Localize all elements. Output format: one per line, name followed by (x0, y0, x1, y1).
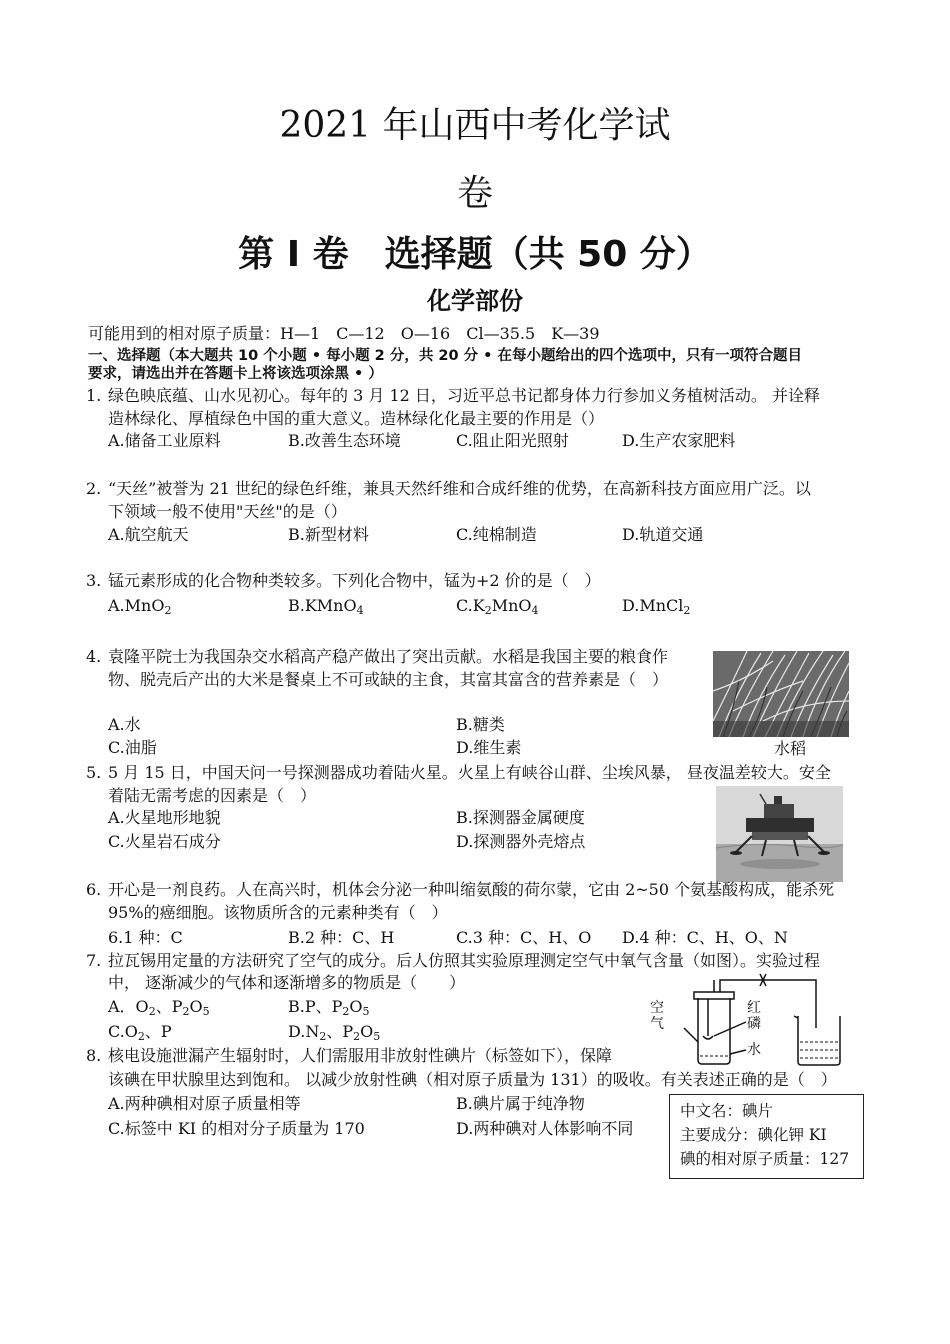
option-c[interactable]: C.3 种：C、H、O (456, 928, 592, 947)
question-number: 4. (86, 647, 102, 666)
label-atomic-mass: 碘的相对原子质量：127 (680, 1150, 850, 1168)
option-d[interactable]: D.维生素 (456, 738, 522, 757)
question-text: 绿色映底蕴、山水见初心。每年的 3 月 12 日，习近平总书记都身体力行参加义务植树活动。 并诠释 (108, 386, 820, 405)
option-b[interactable]: B.探测器金属硬度 (456, 808, 585, 827)
question-text: 拉瓦锡用定量的方法研究了空气的成分。后人仿照其实验原理测定空气中氧气含量（如图）。实验过程 (108, 951, 821, 970)
option-c[interactable]: C.油脂 (108, 738, 157, 757)
question-text: 核电设施泄漏产生辐射时，人们需服用非放射性碘片（标签如下），保障 (108, 1046, 613, 1065)
question-text: 该碘在甲状腺里达到饱和。 以减少放射性碘（相对原子质量为 131）的吸收。有关表述正确的是（ ） (108, 1070, 837, 1089)
option-a[interactable]: A.两种碘相对原子质量相等 (108, 1094, 301, 1113)
option-a[interactable]: A.航空航天 (108, 525, 189, 544)
rice-photo (713, 651, 849, 737)
option-c[interactable]: C.标签中 KI 的相对分子质量为 170 (108, 1119, 365, 1138)
option-a[interactable]: A.储备工业原料 (108, 431, 221, 450)
option-b[interactable]: B.2 种：C、H (288, 928, 395, 947)
option-b[interactable]: B.碘片属于纯净物 (456, 1094, 585, 1113)
option-c[interactable]: C.火星岩石成分 (108, 832, 221, 851)
option-b[interactable]: B.新型材料 (288, 525, 369, 544)
option-d[interactable]: D.MnCl$_2$ (622, 596, 691, 617)
mars-lander-photo (716, 786, 843, 882)
question-number: 3. (86, 571, 102, 590)
option-c[interactable]: C.阻止阳光照射 (456, 431, 569, 450)
option-a[interactable]: A.MnO$_2$ (108, 596, 172, 617)
option-d[interactable]: D.4 种：C、H、O、N (622, 928, 788, 947)
question-text: 物、脱壳后产出的大米是餐桌上不可或缺的主食，其富其富含的营养素是（ ） (108, 670, 669, 689)
subject-title: 化学部份 (427, 287, 523, 315)
option-b[interactable]: B.P、$P_2O_5$ (288, 997, 370, 1018)
section-title: 第 I 卷 选择题（共 50 分） (238, 234, 712, 275)
option-b[interactable]: B.糖类 (456, 715, 505, 734)
rice-photo-caption: 水稻 (773, 739, 806, 758)
question-text: 袁隆平院士为我国杂交水稻高产稳产做出了突出贡献。水稻是我国主要的粮食作 (108, 647, 669, 666)
atomic-masses: 可能用到的相对原子质量：H—1 C—12 O—16 Cl—35.5 K—39 (88, 324, 600, 343)
diagram-label-water: 水 (747, 1042, 761, 1058)
instruction-line-1: 一、选择题（本大题共 10 个小题 • 每小题 2 分，共 20 分 • 在每小题给出的四个选项中，只有一项符合题目 (88, 348, 802, 364)
label-name: 中文名：碘片 (680, 1102, 774, 1120)
option-a[interactable]: 6.1 种：C (108, 928, 183, 947)
option-b[interactable]: B.改善生态环境 (288, 431, 401, 450)
question-number: 7. (86, 951, 102, 970)
option-a[interactable]: A.水 (108, 715, 141, 734)
page-title: 2021 年山西中考化学试 (279, 105, 671, 146)
option-a[interactable]: A．$O_2$、$P_2O_5$ (108, 997, 210, 1018)
page-title-continued: 卷 (456, 173, 493, 214)
question-number: 6. (86, 880, 102, 899)
option-d[interactable]: D.生产农家肥料 (622, 431, 736, 450)
option-a[interactable]: A.火星地形地貌 (108, 808, 221, 827)
question-number: 8. (86, 1046, 102, 1065)
iodine-tablet-label (669, 1094, 864, 1179)
question-number: 1. (86, 386, 102, 405)
option-c[interactable]: $C.O_2$、P (108, 1022, 172, 1043)
instruction-line-2: 要求，请选出并在答题卡上将该选项涂黑 • ） (88, 366, 383, 382)
question-text: 锰元素形成的化合物种类较多。下列化合物中，锰为+2 价的是（ ） (108, 571, 601, 590)
question-text: 造林绿化、厚植绿色中国的重大意义。造林绿化化最主要的作用是（） (108, 409, 605, 428)
question-text: “天丝”被誉为 21 世纪的绿色纤维，兼具天然纤维和合成纤维的优势，在高新科技方面应用广泛。以 (108, 479, 811, 498)
option-d[interactable]: D.轨道交通 (622, 525, 704, 544)
option-d[interactable]: $D.N_2$、$P_2O_5$ (288, 1022, 381, 1043)
option-d[interactable]: D.两种碘对人体影响不同 (456, 1119, 634, 1138)
option-d[interactable]: D.探测器外壳熔点 (456, 832, 586, 851)
option-c[interactable]: C.纯棉制造 (456, 525, 537, 544)
question-text: 下领域一般不使用"天丝"的是（） (108, 502, 347, 521)
question-text: 5 月 15 日，中国天问一号探测器成功着陆火星。火星上有峡谷山群、尘埃风暴， 昼夜温差较大。安全 (108, 763, 831, 782)
question-text: 着陆无需考虑的因素是（ ） (108, 786, 317, 805)
question-text: 开心是一剂良药。人在高兴时，机体会分泌一种叫缩氨酸的荷尔蒙，它由 2~50 个氨基酸构成，能杀死 (108, 880, 835, 899)
question-text: 95%的癌细胞。该物质所含的元素种类有（ ） (108, 903, 448, 922)
question-number: 5. (86, 763, 102, 782)
option-b[interactable]: B.KMnO$_4$ (288, 596, 364, 617)
question-number: 2. (86, 479, 102, 498)
label-ingredient: 主要成分：碘化钾 KI (680, 1126, 827, 1144)
question-text: 中， 逐渐减少的气体和逐渐增多的物质是（ ） (108, 973, 466, 992)
option-c[interactable]: $C.K_2MnO_4$ (456, 596, 539, 617)
diagram-label-air: 空气 (650, 1000, 664, 1032)
diagram-label-red-phosphorus: 红磷 (747, 1000, 761, 1032)
